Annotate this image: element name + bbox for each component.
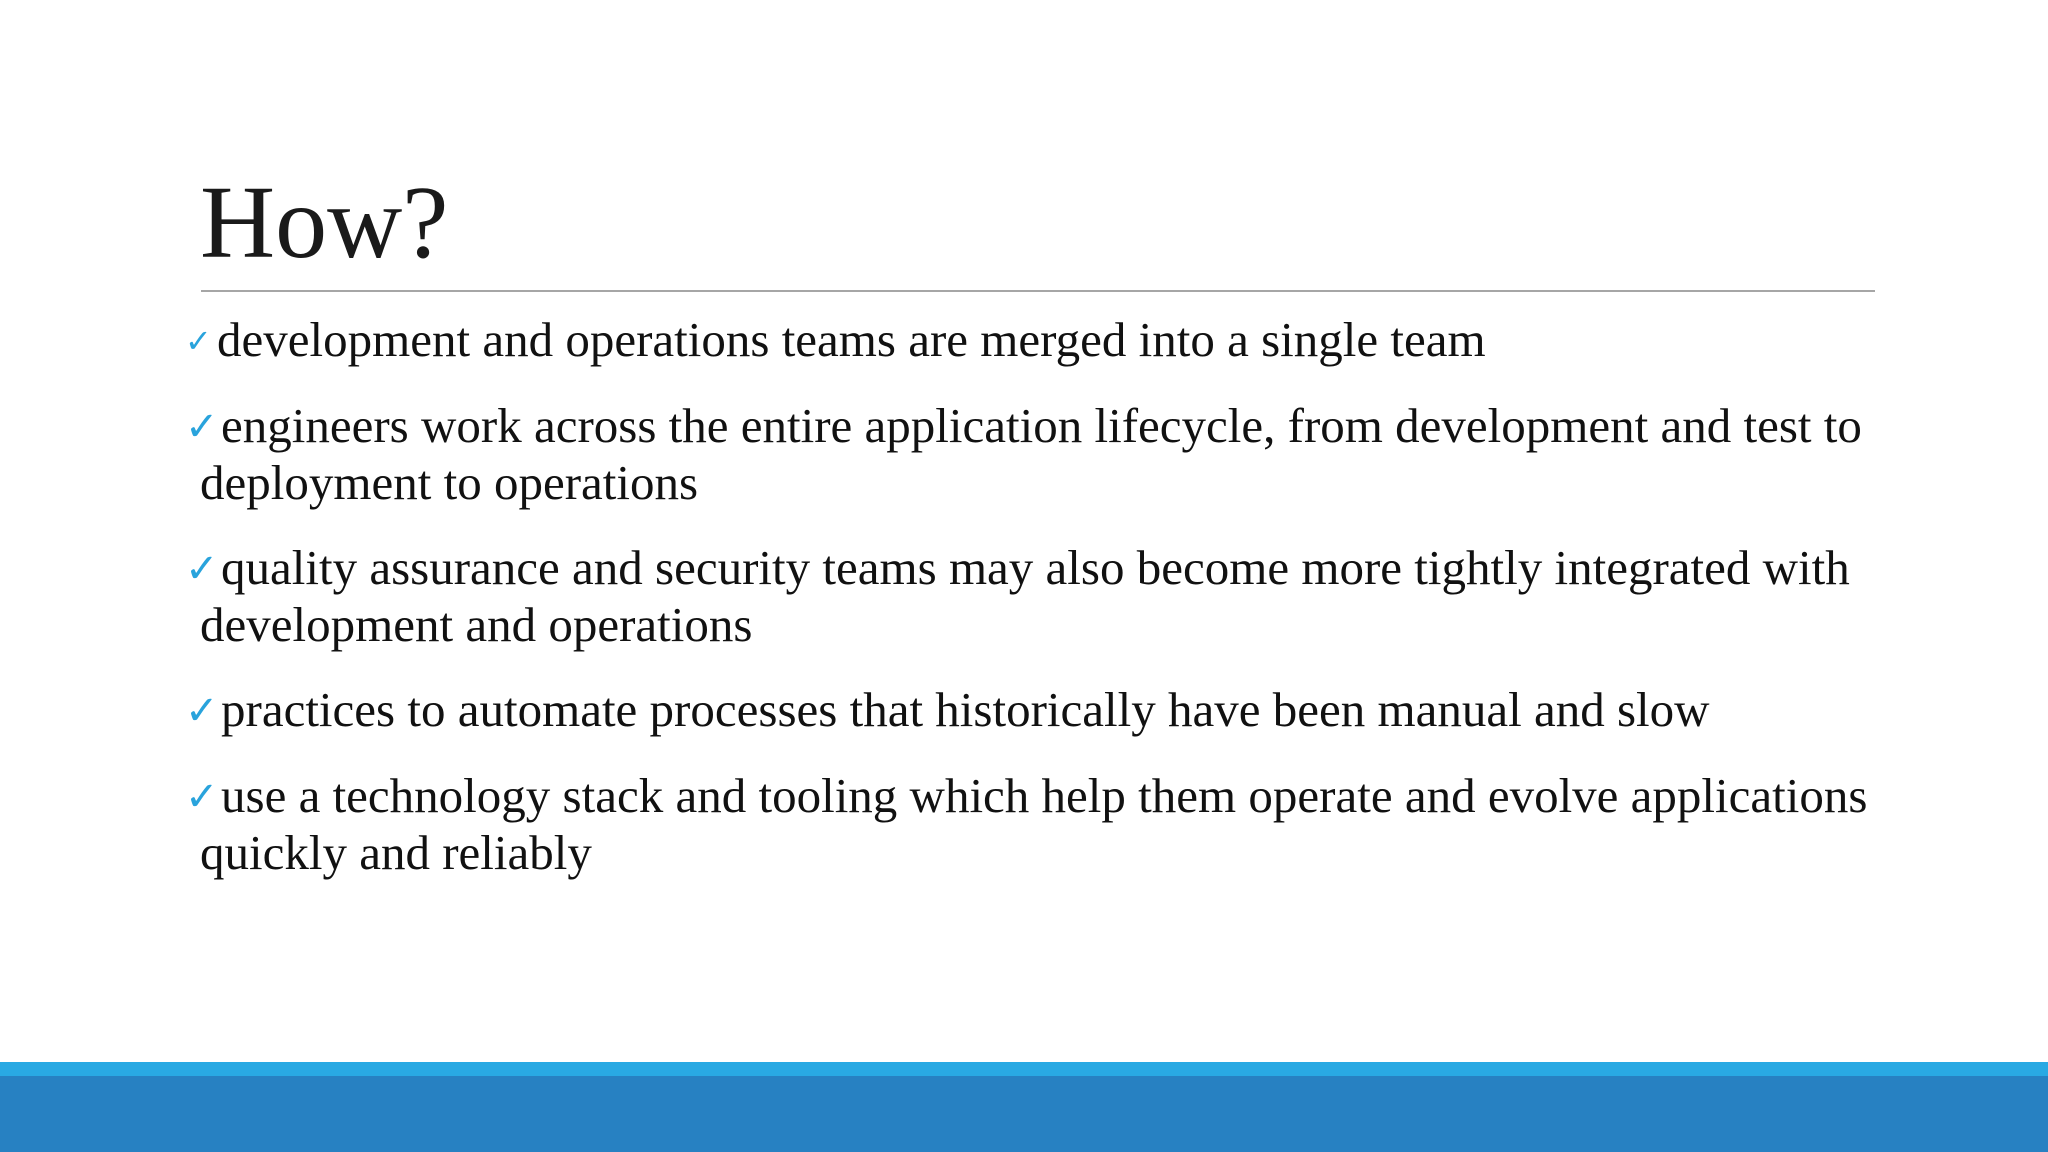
bullet-text: engineers work across the entire application lifecycle, from development and test to deployment to operations <box>200 398 1862 510</box>
footer-accent-bar <box>0 1062 2048 1076</box>
check-icon: ✓ <box>185 774 219 820</box>
check-icon: ✓ <box>185 546 219 592</box>
footer-bar <box>0 1076 2048 1152</box>
bullet-item <box>185 682 1885 739</box>
check-icon: ✓ <box>185 404 219 450</box>
bullet-item <box>185 540 1885 653</box>
bullet-text: quality assurance and security teams may also become more tightly integrated with development and operations <box>200 540 1850 652</box>
bullet-item <box>185 398 1885 511</box>
bullet-list <box>185 312 1885 910</box>
title-divider <box>201 290 1875 292</box>
bullet-item <box>185 768 1885 881</box>
slide-title: How? <box>200 165 449 280</box>
bullet-text: use a technology stack and tooling which help them operate and evolve applications quickly and reliably <box>200 768 1868 880</box>
bullet-text: practices to automate processes that historically have been manual and slow <box>221 682 1710 737</box>
check-icon: ✓ <box>185 688 219 734</box>
bullet-text: development and operations teams are merged into a single team <box>217 312 1486 367</box>
check-icon: ✓ <box>185 322 212 360</box>
bullet-item <box>185 312 1885 369</box>
